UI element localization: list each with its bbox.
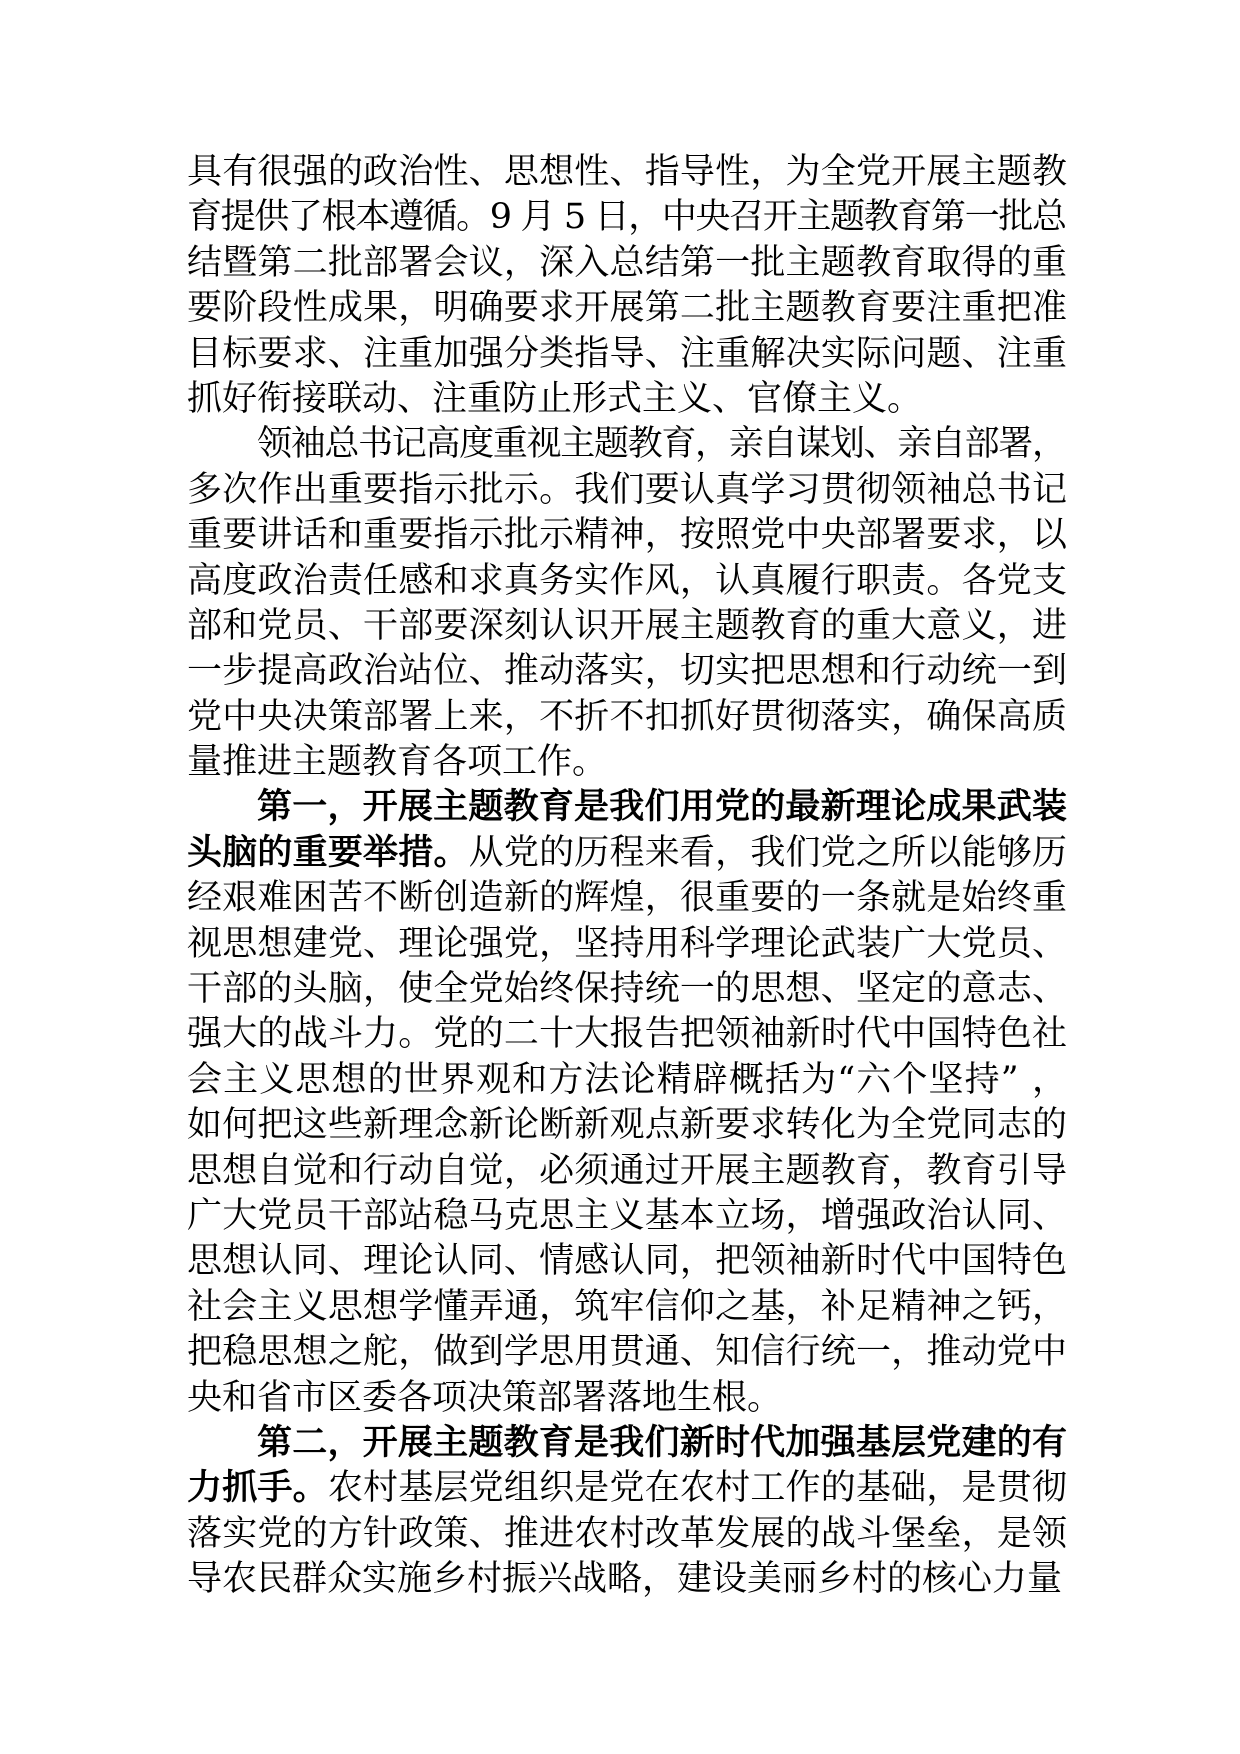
body-text: 思想自觉和行动自觉，必须通过开展主题教育，教育引导 [187, 1150, 1068, 1191]
bold-heading-text: 第二，开展主题教育是我们新时代加强基层党建的有 [257, 1422, 1068, 1463]
text-line [187, 1285, 1067, 1330]
body-text: 结暨第二批部署会议，深入总结第一批主题教育取得的重 [187, 242, 1068, 283]
text-line [187, 604, 1067, 649]
body-text: 一步提高政治站位、推动落实，切实把思想和行动统一到 [187, 651, 1068, 692]
text-line [187, 195, 1067, 240]
body-text: 多次作出重要指示批示。我们要认真学习贯彻领袖总书记 [187, 469, 1068, 510]
text-line [187, 468, 1067, 513]
text-line [187, 286, 1067, 331]
text-line [187, 967, 1067, 1012]
body-text: 强大的战斗力。党的二十大报告把领袖新时代中国特色社 [187, 1014, 1068, 1055]
text-line [187, 1330, 1067, 1375]
text-line [187, 876, 1067, 921]
body-text: 广大党员干部站稳马克思主义基本立场，增强政治认同、 [187, 1195, 1068, 1236]
text-line [187, 1466, 1067, 1511]
text-line [187, 332, 1067, 377]
body-text: 党中央决策部署上来，不折不扣抓好贯彻落实，确保高质 [187, 696, 1068, 737]
text-line [187, 1103, 1067, 1148]
paragraph-first-line [187, 785, 1067, 830]
text-line [187, 1149, 1067, 1194]
body-text: 高度政治责任感和求真务实作风，认真履行职责。各党支 [187, 560, 1068, 601]
text-line [187, 831, 1067, 876]
body-text: 干部的头脑，使全党始终保持统一的思想、坚定的意志、 [187, 969, 1068, 1010]
bold-heading-text: 第一，开展主题教育是我们用党的最新理论成果武装 [257, 787, 1068, 828]
body-text: 要阶段性成果，明确要求开展第二批主题教育要注重把准 [187, 288, 1068, 329]
body-text: 会主义思想的世界观和方法论精辟概括为“六个坚持” ， [187, 1059, 1069, 1100]
text-line [187, 559, 1067, 604]
body-text: 目标要求、注重加强分类指导、注重解决实际问题、注重 [187, 333, 1068, 374]
body-text: 社会主义思想学懂弄通，筑牢信仰之基，补足精神之钙， [187, 1286, 1068, 1327]
text-line [187, 1058, 1067, 1103]
body-text: 如何把这些新理念新论断新观点新要求转化为全党同志的 [187, 1105, 1068, 1146]
body-text: 具有很强的政治性、思想性、指导性，为全党开展主题教 [187, 152, 1068, 192]
text-line [187, 649, 1067, 694]
text-line [187, 1512, 1067, 1557]
paragraph-first-line [187, 1421, 1067, 1466]
text-line [187, 513, 1067, 558]
text-line [187, 740, 1067, 785]
text-line [187, 695, 1067, 740]
body-text: 农村基层党组织是党在农村工作的基础，是贯彻 [327, 1468, 1068, 1509]
body-text: 育提供了根本遵循。9 月 5 日，中央召开主题教育第一批总 [187, 197, 1066, 238]
body-text: 量推进主题教育各项工作。 [187, 742, 608, 783]
paragraph-first-line [187, 422, 1067, 467]
body-text: 思想认同、理论认同、情感认同，把领袖新时代中国特色 [187, 1241, 1068, 1282]
body-text: 视思想建党、理论强党，坚持用科学理论武装广大党员、 [187, 923, 1068, 964]
body-text: 抓好衔接联动、注重防止形式主义、官僚主义。 [187, 378, 923, 419]
bold-heading-text: 头脑的重要举措。 [187, 832, 469, 873]
text-line [187, 922, 1067, 967]
text-line [187, 1194, 1067, 1239]
text-line [187, 150, 1067, 195]
body-text: 经艰难困苦不断创造新的辉煌，很重要的一条就是始终重 [187, 878, 1068, 919]
body-text: 把稳思想之舵，做到学思用贯通、知信行统一，推动党中 [187, 1332, 1068, 1373]
text-line [187, 1557, 1067, 1602]
body-text: 央和省市区委各项决策部署落地生根。 [187, 1377, 783, 1418]
text-line [187, 241, 1067, 286]
text-line [187, 1376, 1067, 1421]
text-line [187, 1012, 1067, 1057]
body-text: 领袖总书记高度重视主题教育，亲自谋划、亲自部署， [257, 424, 1066, 465]
text-line [187, 377, 1067, 422]
bold-heading-text: 力抓手。 [187, 1468, 328, 1509]
body-text: 部和党员、干部要深刻认识开展主题教育的重大意义，进 [187, 605, 1068, 646]
body-text: 落实党的方针政策、推进农村改革发展的战斗堡垒，是领 [187, 1513, 1068, 1554]
body-text: 从党的历程来看，我们党之所以能够历 [468, 832, 1068, 873]
body-text: 导农民群众实施乡村振兴战略，建设美丽乡村的核心力量 [187, 1559, 1063, 1600]
body-text: 重要讲话和重要指示批示精神，按照党中央部署要求，以 [187, 515, 1068, 556]
text-line [187, 1239, 1067, 1284]
document-body [187, 150, 1067, 1603]
